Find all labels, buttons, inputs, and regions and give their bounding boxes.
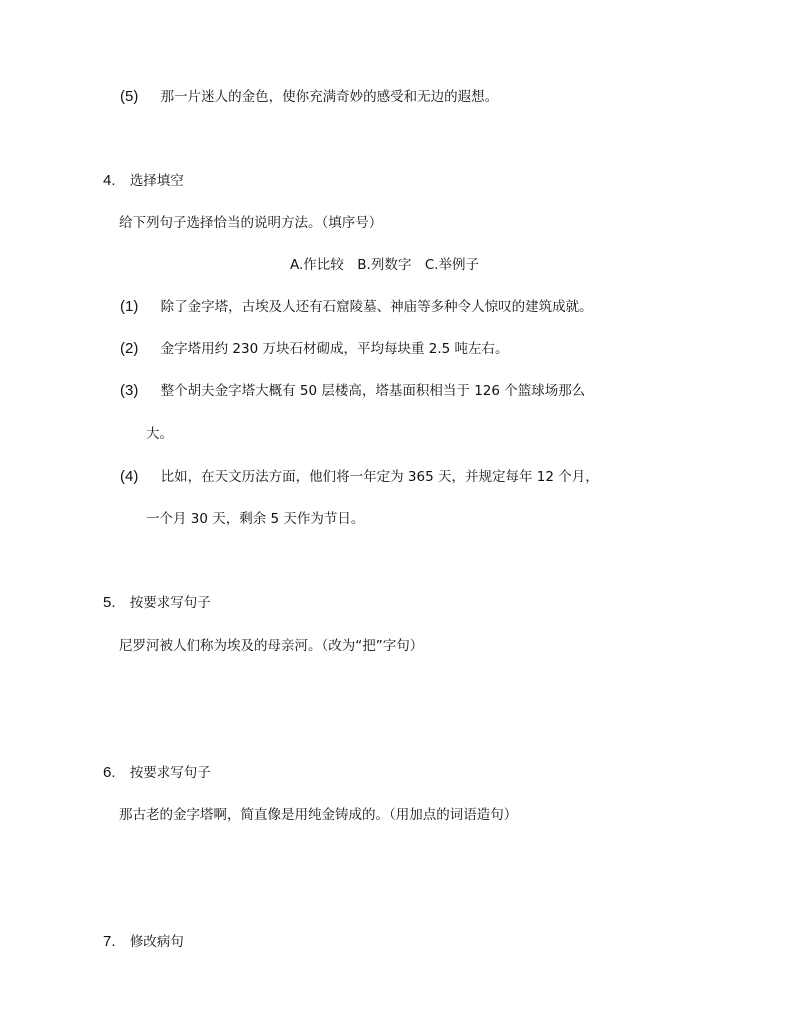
item-number: (3)	[120, 382, 139, 399]
q4-options	[290, 256, 479, 274]
heading-number: 6.	[103, 764, 116, 781]
q4-item-3	[120, 382, 585, 400]
item-text: 金字塔用约 230 万块石材砌成，平均每块重 2.5 吨左右。	[160, 341, 509, 357]
item-number: (5)	[120, 88, 139, 105]
heading-number: 5.	[103, 594, 116, 611]
item-text-continued: 大。	[146, 426, 173, 442]
heading-number: 7.	[103, 933, 116, 950]
q4-heading	[103, 172, 184, 190]
options-text: A.作比较 B.列数字 C.举例子	[290, 257, 480, 273]
item-text: 除了金字塔，古埃及人还有石窟陵墓、神庙等多种令人惊叹的建筑成就。	[160, 299, 593, 315]
q4-item-3-cont	[146, 425, 173, 443]
q6-sentence	[119, 806, 517, 824]
heading-text: 修改病句	[129, 934, 184, 950]
instruction-text: 给下列句子选择恰当的说明方法。（填序号）	[119, 215, 383, 231]
item-number: (2)	[120, 340, 139, 357]
heading-text: 按要求写句子	[129, 595, 211, 611]
item-text: 整个胡夫金字塔大概有 50 层楼高，塔基面积相当于 126 个篮球场那么	[160, 383, 586, 399]
q5-sentence	[119, 637, 423, 655]
item-text-continued: 一个月 30 天，剩余 5 天作为节日。	[146, 511, 365, 527]
q4-instruction	[119, 214, 382, 232]
heading-text: 选择填空	[129, 173, 184, 189]
item-number: (1)	[120, 298, 139, 315]
item-number: (4)	[120, 468, 139, 485]
q6-heading	[103, 764, 211, 782]
q4-item-4-cont	[146, 510, 364, 528]
q3-item-5	[120, 88, 498, 106]
q4-item-1	[120, 298, 593, 316]
q7-heading	[103, 933, 184, 951]
q5-heading	[103, 594, 211, 612]
item-text: 比如，在天文历法方面，他们将一年定为 365 天，并规定每年 12 个月，	[160, 469, 599, 485]
q4-item-2	[120, 340, 509, 358]
item-text: 那一片迷人的金色，使你充满奇妙的感受和无边的遐想。	[160, 89, 499, 105]
sentence-text: 尼罗河被人们称为埃及的母亲河。（改为“把”字句）	[119, 638, 424, 654]
sentence-text: 那古老的金字塔啊，简直像是用纯金铸成的。（用加点的词语造句）	[119, 807, 518, 823]
heading-text: 按要求写句子	[129, 765, 211, 781]
heading-number: 4.	[103, 172, 116, 189]
q4-item-4	[120, 468, 599, 486]
